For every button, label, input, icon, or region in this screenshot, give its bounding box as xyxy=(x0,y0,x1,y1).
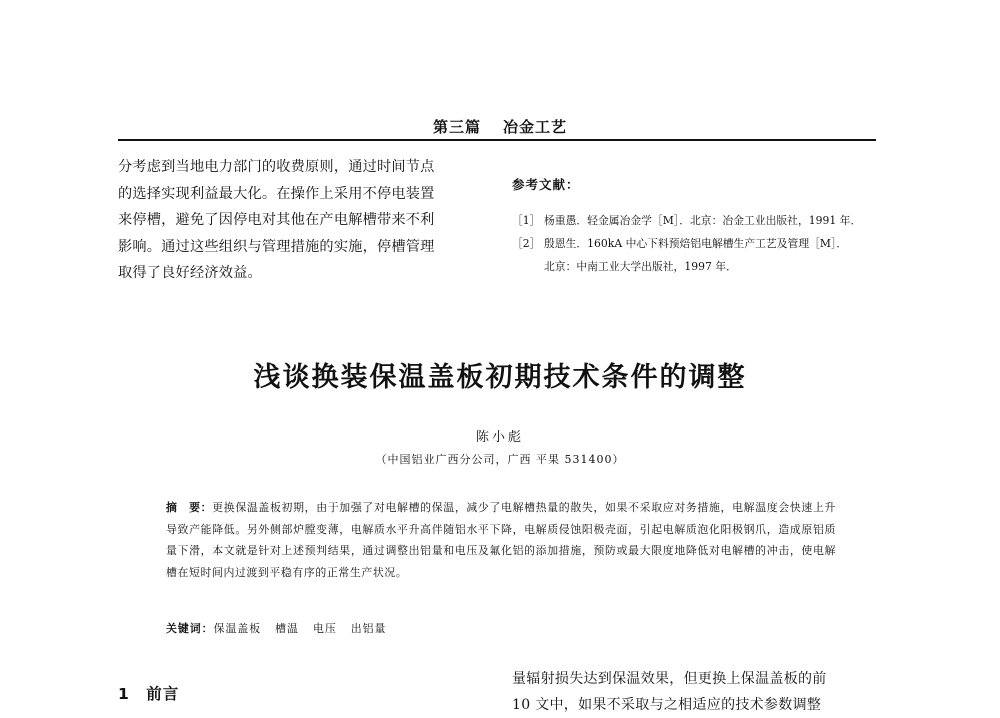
right-column-text xyxy=(512,666,882,718)
reference-item xyxy=(512,235,882,253)
author-affiliation: （中国铝业广西分公司，广西 平果 531400） xyxy=(375,453,625,466)
references-heading: 参考文献： xyxy=(512,177,580,192)
header-rule xyxy=(118,139,876,141)
keywords xyxy=(166,620,400,636)
keyword: 电压 xyxy=(312,622,337,635)
reference-text: 杨重愚．轻金属冶金学［M］．北京：冶金工业出版社，1991 年． xyxy=(544,214,862,227)
left-column-line: 影响。通过这些组织与管理措施的实施，停槽管理 xyxy=(118,238,435,255)
article-title: 浅谈换装保温盖板初期技术条件的调整 xyxy=(253,362,747,393)
left-column-text xyxy=(118,154,488,287)
section-heading: 1 前言 xyxy=(118,685,180,703)
reference-text-continued: 北京：中南工业大学出版社，1997 年． xyxy=(544,260,737,273)
abstract-text: 更换保温盖板初期，由于加强了对电解槽的保温，减少了电解槽热量的散失，如果不采取应对务措施，电解温度会快速上升导致产能降低。另外侧部炉膛变薄，电解质水平升高伴随铝水平下降，电解质侵蚀阳极壳面，引起电解质泡化阳极钢爪，造成原铝质量下滑，本文就是针对上述预判结果，通过调整出铝量和电压及氟化铝的添加措施，预防或最大限度地降低对电解槽的冲击，使电解槽在短时间内过渡到平稳有序的正常生产状况。 xyxy=(166,501,837,579)
running-head-part: 第三篇 xyxy=(432,118,481,136)
reference-number: ［1］ xyxy=(512,214,541,227)
left-column-line: 的选择实现利益最大化。在操作上采用不停电装置 xyxy=(118,185,435,202)
reference-item xyxy=(512,212,882,230)
reference-number: ［2］ xyxy=(512,237,541,250)
keyword: 保温盖板 xyxy=(213,622,262,635)
left-column-line: 分考虑到当地电力部门的收费原则，通过时间节点 xyxy=(118,159,435,175)
keywords-label: 关键词： xyxy=(166,622,214,635)
keyword: 槽温 xyxy=(275,622,299,635)
right-column-line: 10 文中，如果不采取与之相适应的技术参数调整 xyxy=(512,697,822,713)
running-head-title: 冶金工艺 xyxy=(503,118,568,136)
keyword: 出铝量 xyxy=(350,622,387,635)
right-column-line: 量辐射损失达到保温效果，但更换上保温盖板的前 xyxy=(512,671,827,687)
left-column-line: 来停槽，避免了因停电对其他在产电解槽带来不利 xyxy=(118,212,435,228)
author-name: 陈小彪 xyxy=(475,430,524,445)
left-column-line: 取得了良好经济效益。 xyxy=(118,265,262,281)
running-head xyxy=(0,116,1000,137)
abstract-label: 摘 要： xyxy=(166,501,213,514)
reference-text: 殷恩生．160kA 中心下料预焙铝电解槽生产工艺及管理［M］． xyxy=(544,237,848,250)
abstract xyxy=(166,497,836,583)
